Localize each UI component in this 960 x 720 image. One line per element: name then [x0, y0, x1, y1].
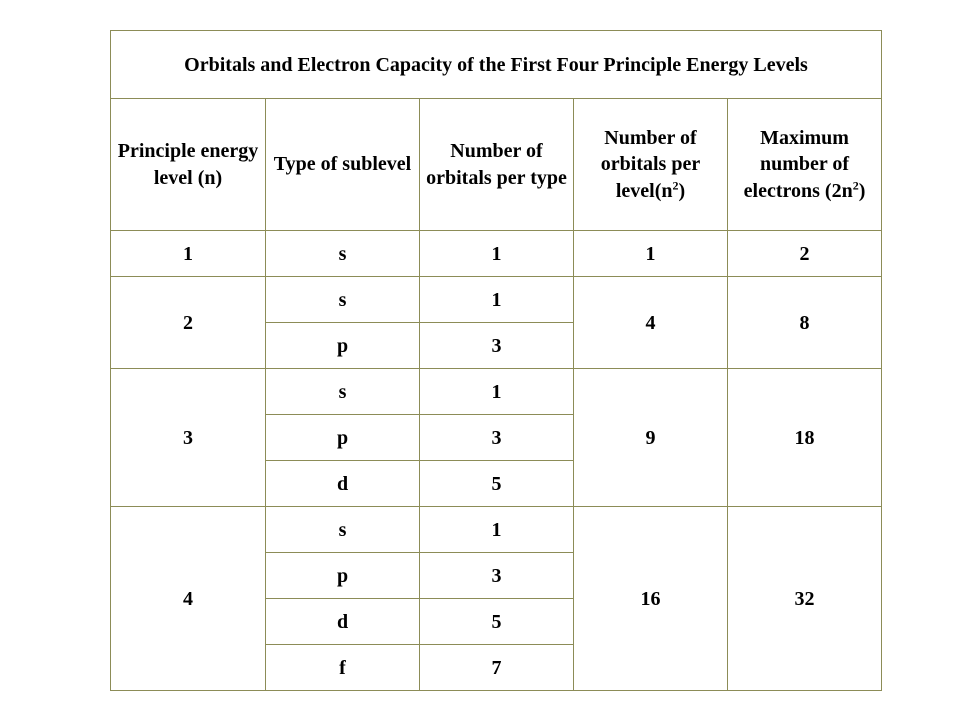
sublevel-type: s [266, 277, 420, 323]
level-number: 3 [111, 369, 266, 507]
orbitals-per-type: 5 [420, 599, 574, 645]
sublevel-type: s [266, 369, 420, 415]
level-number: 2 [111, 277, 266, 369]
table-row [111, 277, 882, 323]
table-row [111, 507, 882, 553]
sublevel-type: p [266, 323, 420, 369]
header-orbitals-per-level [574, 99, 728, 231]
sublevel-type: s [266, 231, 420, 277]
header-principle-energy-level: Principle energy level (n) [111, 99, 266, 231]
level-number: 1 [111, 231, 266, 277]
header-sublevel-type: Type of sublevel [266, 99, 420, 231]
title-row [111, 31, 882, 99]
max-electrons: 2 [728, 231, 882, 277]
sublevel-type: d [266, 599, 420, 645]
max-electrons: 8 [728, 277, 882, 369]
header-orbitals-per-level-close: ) [678, 179, 686, 202]
header-orbitals-per-level-exponent: 2 [672, 178, 679, 193]
orbitals-per-type: 5 [420, 461, 574, 507]
orbitals-per-type: 3 [420, 323, 574, 369]
orbitals-per-type: 3 [420, 415, 574, 461]
orbitals-per-type: 1 [420, 277, 574, 323]
orbitals-per-level: 16 [574, 507, 728, 691]
table-title: Orbitals and Electron Capacity of the First Four Principle Energy Levels [111, 31, 882, 99]
orbital-capacity-table [110, 30, 882, 691]
max-electrons: 18 [728, 369, 882, 507]
header-orbitals-per-type: Number of orbitals per type [420, 99, 574, 231]
orbitals-per-type: 1 [420, 369, 574, 415]
orbitals-per-type: 1 [420, 507, 574, 553]
orbitals-per-type: 3 [420, 553, 574, 599]
orbitals-per-level: 9 [574, 369, 728, 507]
max-electrons: 32 [728, 507, 882, 691]
header-row [111, 99, 882, 231]
level-number: 4 [111, 507, 266, 691]
orbitals-per-level: 1 [574, 231, 728, 277]
sublevel-type: d [266, 461, 420, 507]
table-row [111, 231, 882, 277]
sublevel-type: f [266, 645, 420, 691]
header-max-electrons-close: ) [858, 179, 866, 202]
header-max-electrons-text: Maximum number of electrons (2n [743, 126, 853, 202]
orbitals-per-type: 7 [420, 645, 574, 691]
sublevel-type: p [266, 553, 420, 599]
orbitals-per-type: 1 [420, 231, 574, 277]
sublevel-type: p [266, 415, 420, 461]
header-orbitals-per-level-text: Number of orbitals per level(n [600, 126, 701, 202]
sublevel-type: s [266, 507, 420, 553]
header-max-electrons [728, 99, 882, 231]
header-max-electrons-exponent: 2 [852, 178, 859, 193]
table-row [111, 369, 882, 415]
orbitals-per-level: 4 [574, 277, 728, 369]
